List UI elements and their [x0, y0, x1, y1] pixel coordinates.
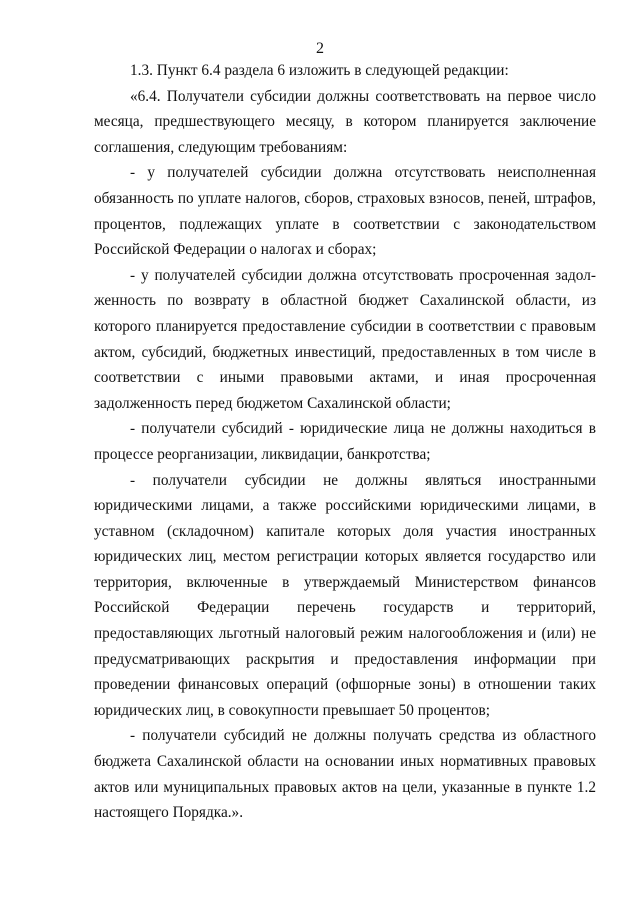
paragraph-requirement-other-funds: - получатели субсидий не должны получать средства из областного бюджета Сахалинской области на основании иных нормативных правовых актов или муниципальных правовых актов на цели, указанные в пункте 1.2 настоящего Порядка.». — [94, 727, 596, 822]
document-body — [94, 58, 596, 826]
paragraph-requirement-taxes: - у получателей субсидии должна отсутствовать неисполненная обязанность по уплате налогов, сборов, страховых взносов, пеней, штрафов, процентов, подлежащих уплате в соответствии с законодательством Российской Федерации о налогах и сборах; — [94, 164, 596, 259]
paragraph-requirement-foreign-entities: - получатели субсидии не должны являться иностранными юридическими лицами, а также российскими юридическими лицами, в уставном (складочном) капитале которых доля участия иностранных юридических лиц, местом регистрации которых является государство или территория, включенные в утверждаемый Министерством финансов Российской Федерации перечень государств и территорий, предоставляющих льготный налоговый режим налогообложения и (или) не предусматривающих раскрытия и предоставления информации при проведении финансовых операций (офшорные зоны) в отношении таких юридических лиц, в совокупности превышает 50 процентов; — [94, 471, 596, 719]
paragraph-clause-6-4: «6.4. Получатели субсидии должны соответствовать на первое число месяца, предшествующего месяцу, в котором планируется заключение соглашения, следующим требованиям: — [94, 87, 596, 156]
paragraph-amendment-intro: 1.3. Пункт 6.4 раздела 6 изложить в следующей редакции: — [130, 62, 509, 79]
paragraph-requirement-debt: - у получателей субсидии должна отсутствовать просроченная задолженность по возврату в областной бюджет Сахалинской области, из которого планируется предоставление субсидии в соответствии с правовым актом, субсидий, бюджетных инвестиций, предоставленных в том числе в соответствии с иными правовыми актами, и иная просроченная задолженность перед бюджетом Сахалинской области; — [94, 266, 596, 412]
page-number: 2 — [316, 40, 324, 57]
paragraph-requirement-reorganization: - получатели субсидий - юридические лица не должны находиться в процессе реорганизации, ликвидации, банкротства; — [94, 420, 596, 463]
